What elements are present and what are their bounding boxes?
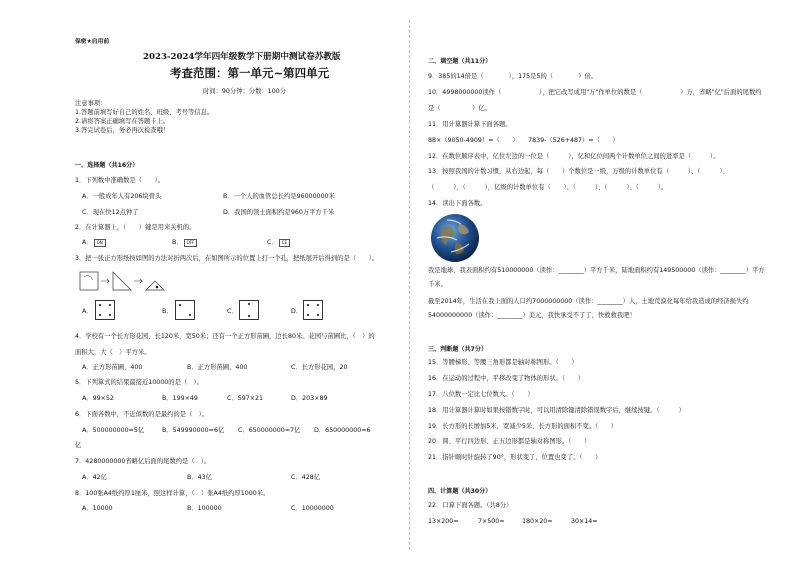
question-14-line3: 截至2014年，生活在我上面的人口约7000000000（读作：________）人，土地荒漠化每年给我造成的经济损失约 [428,298,749,305]
option: C．650000000≈7亿 [238,427,301,434]
option: A． ON [82,239,106,247]
column-divider [409,20,410,550]
option: C．10000000 [291,505,334,512]
fold-option-c-figure [239,300,259,320]
note-item: 1.答题前填写好自己的姓名、班级、考号等信息。 [75,109,214,116]
question-22: 22．口算下面各题。（共8分） [428,502,513,509]
question-18: 18．用计算器计算时如果按错数字时，可以用清除键清除错误数字后，继续按键。（ ） [428,407,685,414]
option: C．长方形花园，20 [291,364,348,371]
option: A．500000000≈5亿 [82,427,145,434]
question-11: 11．用计算器计算下面各题。 [428,121,512,128]
option: B． [162,308,173,315]
option: C．现在快12点钟了 [82,209,139,216]
question-11-expr: 88×（9050-4909）=（ ） 7839-（526+487）=（ ） [428,137,619,144]
option: B．199×49 [162,395,198,402]
option: B．43亿 [187,474,212,481]
question-14-line1: 我是地球，我表面积约有510000000（读作：________）平方千米，陆地面积约有149500000（读作：________）平方 [428,267,765,274]
option: C．428亿 [291,474,321,481]
question-4: 4．学校有一个长方形花园，长120米，宽50米；还有一个正方形苗圃，边长80米。花园与苗圃比，（ ）的 [75,333,375,340]
earth-image [429,212,481,264]
question-14: 14．读出下面各数。 [428,200,487,207]
question-16: 16．在运动的过程中，平移改变了物体的形状。（ ） [428,375,584,382]
option: A．42亿 [82,474,107,481]
question-4-cont: 面积大，大（ ）平方米。 [75,349,151,356]
question-9: 9．385的14倍是（ ），175是5的（ ）倍。 [428,73,598,80]
question-13: 13．按照我国的计数习惯，从右边起，每（ ）个数位是一级，万级的计数单位有（ ）、（ ）、 [428,168,729,175]
option: A． [82,308,93,315]
option: D．203×89 [291,395,328,402]
option: B．一个人的血管总长约是96000000米 [223,193,335,200]
option: B．549990000≈6亿 [162,427,225,434]
question-21: 21．指针顺时针旋转了90°，形状变了，位置也变了。（ ） [428,454,602,461]
option: B．正方形苗圃，400 [187,364,248,371]
note-item: 2.请将答案正确填写在答题卡上。 [75,118,170,125]
oral-calc-item: 30×14= [571,518,598,525]
question-5: 5．下列算式的结果最接近10000的是（ ）。 [75,379,203,386]
section-heading-judge: 三、判断题（共7分） [428,346,488,353]
question-3: 3．把一张正方形纸按如图的方法对折两次后，在如图所示的位置上打一个孔，把纸展开后得到的是（ ）。 [75,255,379,262]
oral-calc-item: 180×20= [522,518,553,525]
oral-calc-item: 7×500= [478,518,505,525]
notes-heading: 注意事项： [75,100,107,107]
secret-label: 保密★启用前 [75,39,110,45]
option: C． [227,308,238,315]
question-2: 2．在计算器上，（ ）键是用来关机的。 [75,224,196,231]
off-key-icon: OFF [184,239,198,247]
question-6: 6．下面各数中，不近似数的是最约的是（ ）。 [75,411,209,418]
note-item: 3.答完试卷后，务必再次检查哦！ [75,127,170,134]
option: D． [291,308,303,315]
question-19: 19．长方形的长增加5米，宽减少5米，长方形的面积不变。（ ） [428,423,618,430]
question-17: 17．八位数一定比七位数大。（ ） [428,391,534,398]
exam-time: 时间：90分钟；分数：100分 [203,88,287,95]
section-heading-calc: 四、计算题（共30分） [428,488,492,495]
option: A．一般成年人有206块骨头 [82,193,162,200]
section-heading-fill: 二、填空题（共11分） [428,58,492,65]
question-7: 7．4280000000省略亿后面的尾数约是（ ）。 [75,458,211,465]
fold-option-d-figure [303,300,323,320]
question-14-line2: 千米。 [428,281,447,288]
question-12: 12．在数位顺序表中，亿位左边的一位是（ ），亿和亿位间两个计数单位之间的进率是（ ）。 [428,153,720,160]
question-10-cont: 是（ ）亿。 [428,105,491,112]
option: B．100000 [187,505,222,512]
ce-key-icon: CE [279,239,290,247]
question-1: 1．下列数中准确数是（ ）。 [75,177,165,184]
folding-diagram [79,270,183,294]
question-8: 8．100张A4纸约厚1厘米，照这样计算，（ ）张A4纸约厚1000米。 [75,490,270,497]
option: C．597×21 [227,395,264,402]
section-heading-choice: 一、选择题（共16分） [75,162,139,169]
question-20: 20．圆、平行四边形、正五边形都是轴对称图形。（ ） [428,438,591,445]
question-15: 15．等腰梯形、等腰三角形都是轴对称图形。（ ） [428,359,578,366]
fold-option-b-figure [175,300,195,320]
option: A．10000 [82,505,113,512]
question-14-line4: 54000000000（读作：________）美元，我快承受不了了，快救救我吧！ [428,312,636,319]
oral-calc-item: 13×200= [428,518,459,525]
option: D．我国的领土面积约是960万平方千米 [223,209,335,216]
option: C． CE [267,239,290,247]
exam-title: 2023-2024学年四年级数学下册期中测试卷苏教版 [143,52,341,62]
option-cont: 亿 [75,442,82,449]
fold-option-a-figure [95,300,115,320]
option: A．99×52 [82,395,114,402]
question-10: 10．4998000000读作（ ），把它改写成用"万"作单位的数是（ ）万，省略"亿"后面的尾数约 [428,89,762,96]
exam-scope: 考查范围：第一单元~第四单元 [170,66,330,80]
on-key-icon: ON [94,239,106,247]
option: D．650000000≈6 [314,427,371,434]
question-13-cont: （ ）、（ ），亿级的计数单位有（ ）、（ ）、（ ）、（ ）。 [428,184,668,191]
option: A．正方形苗圃，400 [82,364,143,371]
option: B． OFF [172,239,197,247]
